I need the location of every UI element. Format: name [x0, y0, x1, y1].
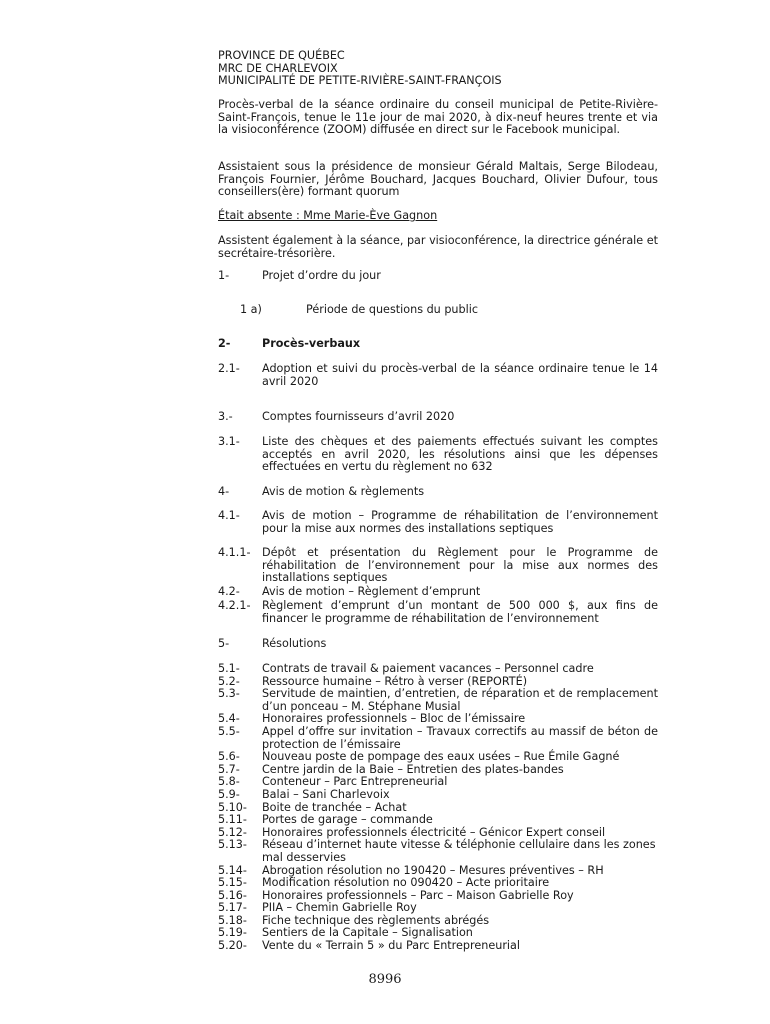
list-item: 5.15- Modification résolution no 090420 – Acte prioritaire: [218, 876, 550, 890]
list-item: 5.8- Conteneur – Parc Entrepreneurial: [218, 775, 448, 789]
page-number: 8996: [368, 972, 402, 987]
resolutions-list: [218, 663, 658, 953]
agenda-item-4-2: [218, 586, 658, 599]
item-text: Avis de motion & règlements: [262, 485, 425, 498]
item-number: 4.2-: [218, 585, 240, 598]
list-item: 5.12- Honoraires professionnels électricité – Génicor Expert conseil: [218, 825, 606, 839]
agenda-item-4-2-1: [218, 600, 658, 625]
item-number: 5-: [218, 637, 230, 650]
list-item: 5.2- Ressource humaine – Rétro à verser (REPORTÉ): [218, 674, 528, 688]
agenda-item-4-1: [218, 510, 658, 535]
list-item: 5.13- Réseau d’internet haute vitesse & téléphonie cellulaire dans les zones mal desservies: [218, 838, 656, 864]
item-text: Avis de motion – Règlement d’emprunt: [262, 585, 481, 598]
item-text: Avis de motion – Programme de réhabilitation de l’environnement pour la mise aux normes des installations septiques: [262, 509, 658, 535]
absent-note: Était absente : Mme Marie-Ève Gagnon: [218, 209, 438, 222]
item-number: 4.1.1-: [218, 546, 251, 559]
list-item: 5.20- Vente du « Terrain 5 » du Parc Entrepreneurial: [218, 939, 520, 953]
list-item: 5.6- Nouveau poste de pompage des eaux usées – Rue Émile Gagné: [218, 750, 620, 764]
item-number: 4.1-: [218, 509, 240, 522]
agenda-item-1: [218, 270, 658, 283]
item-number: 3.1-: [218, 435, 240, 448]
list-item: 5.1- Contrats de travail & paiement vacances – Personnel cadre: [218, 662, 594, 675]
list-item: 5.9- Balai – Sani Charlevoix: [218, 787, 390, 801]
header-mrc: MRC DE CHARLEVOIX: [218, 61, 338, 75]
item-number: 1 a): [240, 303, 262, 316]
agenda-item-1a: [218, 304, 658, 317]
item-text: Comptes fournisseurs d’avril 2020: [262, 410, 455, 423]
item-text: Règlement d’emprunt d’un montant de 500 000 $, aux fins de financer le programme de réhabilitation de l’environnement: [262, 599, 658, 625]
header-province: PROVINCE DE QUÉBEC: [218, 49, 345, 62]
agenda-item-2: [218, 338, 658, 351]
also-present-paragraph: Assistent également à la séance, par visioconférence, la directrice générale et secrétaire-trésorière.: [218, 234, 658, 260]
list-item: 5.7- Centre jardin de la Baie – Entretien des plates-bandes: [218, 762, 564, 776]
item-text: Résolutions: [262, 637, 327, 650]
item-number: 1-: [218, 269, 230, 282]
list-item: 5.14- Abrogation résolution no 190420 – Mesures préventives – RH: [218, 863, 604, 877]
list-item: 5.4- Honoraires professionnels – Bloc de l’émissaire: [218, 712, 526, 726]
item-number: 4.2.1-: [218, 599, 251, 612]
header-municipality: MUNICIPALITÉ DE PETITE-RIVIÈRE-SAINT-FRANÇOIS: [218, 74, 502, 88]
item-text: Projet d’ordre du jour: [262, 269, 381, 282]
document-header: [218, 50, 658, 88]
item-number: 4-: [218, 485, 230, 498]
agenda-item-4: [218, 486, 658, 499]
attendance-paragraph: Assistaient sous la présidence de monsieur Gérald Maltais, Serge Bilodeau, François Fournier, Jérôme Bouchard, Jacques Bouchard, Olivier Dufour, tous conseillers(ère) formant quorum: [218, 160, 658, 199]
agenda-item-3: [218, 411, 658, 424]
agenda-item-3-1: [218, 436, 658, 474]
list-item: 5.18- Fiche technique des règlements abrégés: [218, 913, 490, 927]
item-number: 3.-: [218, 410, 233, 423]
list-item: 5.10- Boite de tranchée – Achat: [218, 800, 407, 814]
agenda-item-5: [218, 638, 658, 651]
intro-paragraph: Procès-verbal de la séance ordinaire du conseil municipal de Petite-Rivière-Saint-François, tenue le 11e jour de mai 2020, à dix-neuf heures trente et via la visioconférence (ZOOM) diffusée en direct sur le Facebook municipal.: [218, 98, 658, 137]
list-item: 5.3- Servitude de maintien, d’entretien, de réparation et de remplacement d’un ponceau – M. Stéphane Musial: [218, 687, 658, 713]
list-item: 5.5- Appel d’offre sur invitation – Travaux correctifs au massif de béton de protection de l’émissaire: [218, 724, 658, 751]
item-text: Période de questions du public: [306, 303, 478, 316]
item-text: Liste des chèques et des paiements effectués suivant les comptes acceptés en avril 2020, les résolutions ainsi que les dépenses effectuées en vertu du règlement no 632: [262, 435, 658, 474]
item-text: Dépôt et présentation du Règlement pour le Programme de réhabilitation de l’environnement pour la mise aux normes des installations septiques: [262, 546, 658, 585]
agenda-item-4-1-1: [218, 547, 658, 585]
item-number: 2.1-: [218, 362, 240, 375]
agenda-item-2-1: [218, 363, 658, 388]
item-number: 2-: [218, 337, 231, 350]
list-item: 5.17- PIIA – Chemin Gabrielle Roy: [218, 901, 417, 915]
item-text: Adoption et suivi du procès-verbal de la séance ordinaire tenue le 14 avril 2020: [262, 362, 658, 388]
list-item: 5.16- Honoraires professionnels – Parc – Maison Gabrielle Roy: [218, 888, 574, 902]
item-text: Procès-verbaux: [262, 337, 361, 350]
list-item: 5.19- Sentiers de la Capitale – Signalisation: [218, 926, 473, 940]
list-item: 5.11- Portes de garage – commande: [218, 813, 433, 827]
